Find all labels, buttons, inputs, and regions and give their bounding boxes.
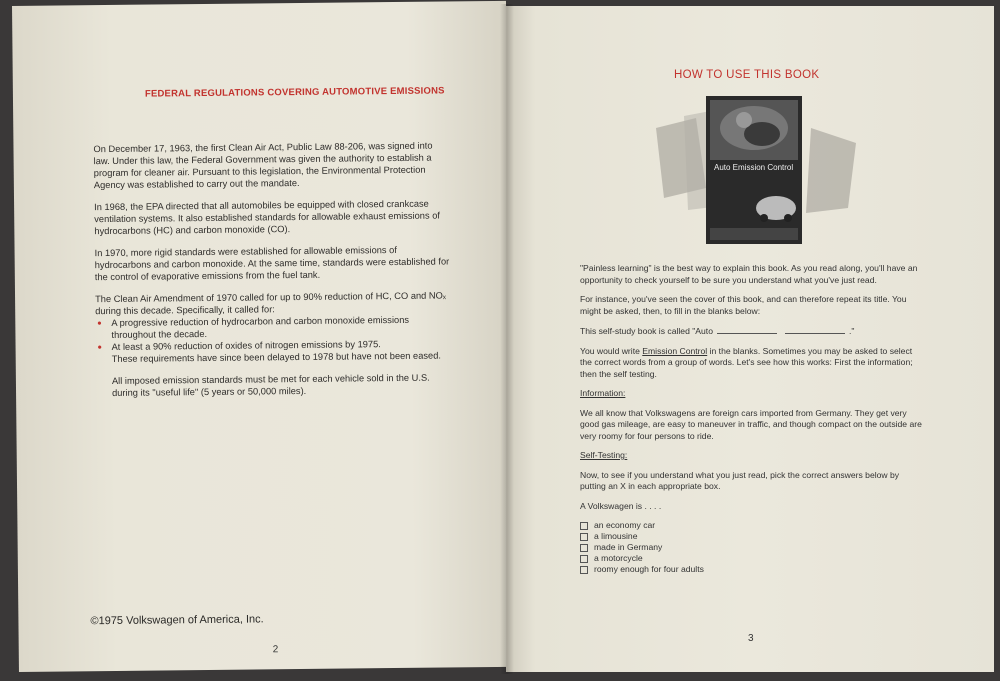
option-item[interactable]	[580, 531, 924, 542]
delayed-note: These requirements have since been delayed to 1978 but have not been eased.	[111, 350, 441, 364]
blank-2	[785, 325, 845, 334]
option-item[interactable]	[580, 542, 924, 553]
option-label: roomy enough for four adults	[594, 564, 704, 574]
checkbox-icon[interactable]	[580, 555, 588, 563]
paragraph-answer	[580, 346, 924, 381]
option-item[interactable]	[580, 520, 924, 531]
paragraph-for-instance: For instance, you've seen the cover of this book, and can therefore repeat its title. You might be asked, then, to fill in the blanks below:	[580, 294, 907, 316]
option-item[interactable]	[580, 564, 924, 575]
right-page	[506, 6, 994, 672]
answer-options	[580, 520, 924, 575]
page-number-left: 2	[272, 644, 279, 656]
closing-paragraph: All imposed emission standards must be met for each vehicle sold in the U.S. during its "useful life" (5 years or 50,000 miles).	[111, 372, 430, 398]
amendment-bullet-list	[95, 313, 451, 353]
answer-emission-control: Emission Control	[642, 345, 708, 356]
question-text: A Volkswagen is . . . .	[580, 500, 662, 511]
right-page-body	[580, 263, 924, 575]
paragraph-1968-epa: In 1968, the EPA directed that all automobiles be equipped with closed crankcase ventilation systems. It also established standards for allowable exhaust emissions of hydrocarbons (HC) and carbon monoxide (CO).	[94, 198, 440, 237]
book-spine-shadow	[500, 4, 514, 674]
left-page	[12, 1, 513, 672]
fill-in-the-blank-line	[580, 325, 924, 338]
right-page-title: HOW TO USE THIS BOOK	[674, 69, 820, 81]
option-label: an economy car	[594, 520, 656, 530]
checkbox-icon[interactable]	[580, 533, 588, 541]
blank-prefix: This self-study book is called "Auto	[580, 326, 713, 336]
shadow-shape-right	[806, 128, 856, 213]
self-testing-text: Now, to see if you understand what you just read, pick the correct answers below by putting an X in each appropriate box.	[580, 469, 900, 491]
left-page-title: FEDERAL REGULATIONS COVERING AUTOMOTIVE EMISSIONS	[144, 85, 445, 100]
page-number-right: 3	[748, 633, 754, 644]
paragraph-1970-standards: In 1970, more rigid standards were established for allowable emissions of hydrocarbons and carbon monoxide. At the same time, standards were established for the control of evaporative emissions from the fuel tank.	[94, 244, 450, 283]
bullet-item: • A progressive reduction of hydrocarbon and carbon monoxide emissions throughout the decade.	[95, 313, 451, 341]
self-testing-heading: Self-Testing:	[580, 450, 628, 460]
option-label: a limousine	[594, 531, 638, 541]
information-text: We all know that Volkswagens are foreign cars imported from Germany. They get very good gas mileage, are easy to maneuver in traffic, and though compact on the outside are very roomy for four persons to ride.	[580, 407, 922, 441]
blank-1	[717, 325, 777, 334]
paragraph-painless-learning: "Painless learning" is the best way to explain this book. As you read along, you'll have an opportunity to check yourself to be sure you understand what you've just read.	[580, 263, 918, 285]
option-item[interactable]	[580, 553, 924, 564]
information-heading: Information:	[580, 388, 626, 398]
answer-suffix: in the blanks. Sometimes you may be asked to select the correct words from a group of words. Let's see how this works: First the information; then the self testing.	[580, 345, 913, 379]
option-label: made in Germany	[594, 542, 663, 552]
answer-prefix: You would write	[580, 345, 643, 356]
checkbox-icon[interactable]	[580, 566, 588, 574]
paragraph-clean-air-act: On December 17, 1963, the first Clean Air Act, Public Law 88-206, was signed into law. Under this law, the Federal Government was given the authority to establish a program for cleaner air. Pursuant to this legislation, the Environmental Protection Agency was established to carry out the mandate.	[93, 140, 433, 191]
left-page-body	[93, 139, 452, 399]
paragraph-amendment: The Clean Air Amendment of 1970 called for up to 90% reduction of HC, CO and NOₓ during this decade. Specifically, it called for:	[95, 290, 446, 317]
checkbox-icon[interactable]	[580, 544, 588, 552]
blank-suffix: ."	[848, 326, 855, 336]
book-cover-illustration	[626, 88, 866, 248]
bullet-item: • At least a 90% reduction of oxides of nitrogen emissions by 1975.	[96, 337, 452, 353]
copyright-notice: ©1975 Volkswagen of America, Inc.	[90, 613, 264, 628]
book-cover-title: Auto Emission Control	[714, 163, 794, 172]
option-label: a motorcycle	[594, 553, 643, 563]
checkbox-icon[interactable]	[580, 522, 588, 530]
